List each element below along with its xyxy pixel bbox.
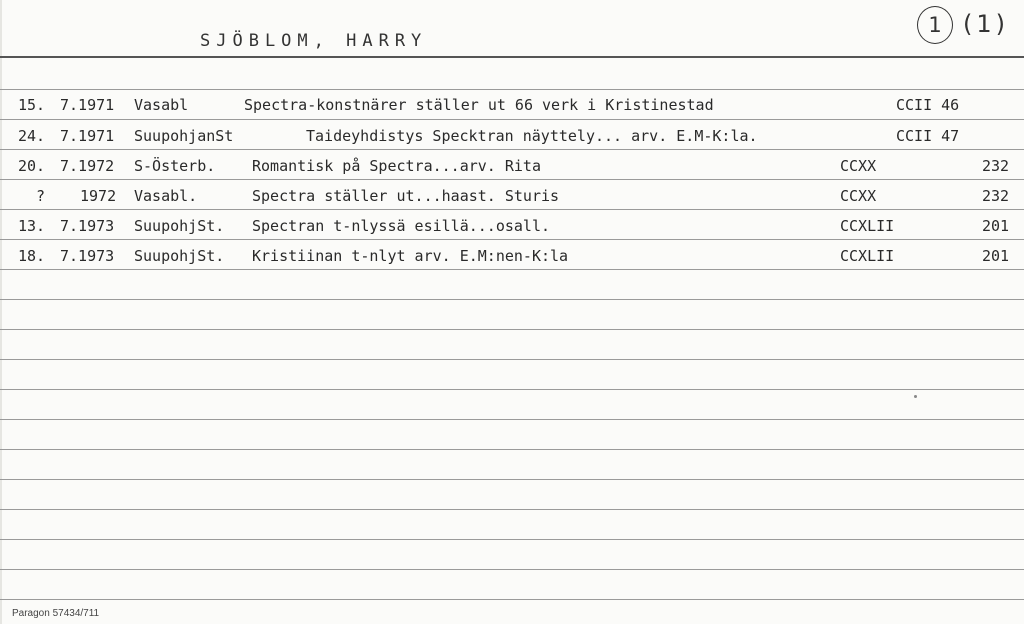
card-number-parenthesized: (1) <box>963 10 1009 38</box>
ruled-line <box>0 329 1024 330</box>
ruled-line <box>0 509 1024 510</box>
entry-page: 232 <box>982 157 1010 175</box>
entry-date: 7.1972 <box>60 157 115 175</box>
entry-volume: CCXLII <box>840 217 895 235</box>
entry-page: 201 <box>982 247 1010 265</box>
entry-row <box>0 243 1024 271</box>
entry-date: 7.1971 <box>60 127 115 145</box>
ruled-line <box>0 569 1024 570</box>
entry-volume: CCII 47 <box>896 127 960 145</box>
ruled-line <box>0 599 1024 600</box>
entry-page: 201 <box>982 217 1010 235</box>
printer-code: Paragon 57434/711 <box>12 608 100 619</box>
ruled-line <box>0 419 1024 420</box>
entry-row <box>0 213 1024 241</box>
entry-day: ? <box>36 187 46 205</box>
entry-volume: CCXX <box>840 187 877 205</box>
entry-volume: CCXX <box>840 157 877 175</box>
entry-date: 1972 <box>80 187 117 205</box>
ruled-line <box>0 299 1024 300</box>
entry-row <box>0 153 1024 181</box>
entry-title: Kristiinan t-nlyt arv. E.M:nen-K:la <box>252 247 569 265</box>
entry-volume: CCXLII <box>840 247 895 265</box>
entry-source: SuupohjanSt <box>134 127 234 145</box>
entry-row <box>0 183 1024 211</box>
ruled-line <box>0 89 1024 90</box>
entry-date: 7.1973 <box>60 247 115 265</box>
entry-row <box>0 92 1024 120</box>
entry-source: Vasabl. <box>134 187 198 205</box>
ruled-line <box>0 449 1024 450</box>
entry-date: 7.1973 <box>60 217 115 235</box>
entry-title: Spectra-konstnärer ställer ut 66 verk i Kristinestad <box>244 96 714 114</box>
header-rule <box>0 56 1024 58</box>
entry-volume: CCII 46 <box>896 96 960 114</box>
entry-date: 7.1971 <box>60 96 115 114</box>
entry-day: 24. <box>18 127 46 145</box>
entry-title: Spectran t-nlyssä esillä...osall. <box>252 217 551 235</box>
entry-title: Spectra ställer ut...haast. Sturis <box>252 187 560 205</box>
entry-source: SuupohjSt. <box>134 247 225 265</box>
entry-title: Taideyhdistys Specktran näyttely... arv. E.M-K:la. <box>306 127 758 145</box>
entry-day: 13. <box>18 217 46 235</box>
entry-day: 20. <box>18 157 46 175</box>
entry-row <box>0 123 1024 151</box>
card-number-circled: 1 <box>917 6 953 44</box>
paper-speck <box>914 395 917 398</box>
entry-day: 15. <box>18 96 46 114</box>
ruled-line <box>0 479 1024 480</box>
ruled-line <box>0 539 1024 540</box>
ruled-line <box>0 359 1024 360</box>
entry-source: Vasabl <box>134 96 189 114</box>
person-name-header: SJÖBLOM, HARRY <box>200 31 428 51</box>
entry-day: 18. <box>18 247 46 265</box>
entry-page: 232 <box>982 187 1010 205</box>
entry-source: SuupohjSt. <box>134 217 225 235</box>
entry-source: S-Österb. <box>134 157 216 175</box>
entry-title: Romantisk på Spectra...arv. Rita <box>252 157 541 175</box>
ruled-line <box>0 389 1024 390</box>
